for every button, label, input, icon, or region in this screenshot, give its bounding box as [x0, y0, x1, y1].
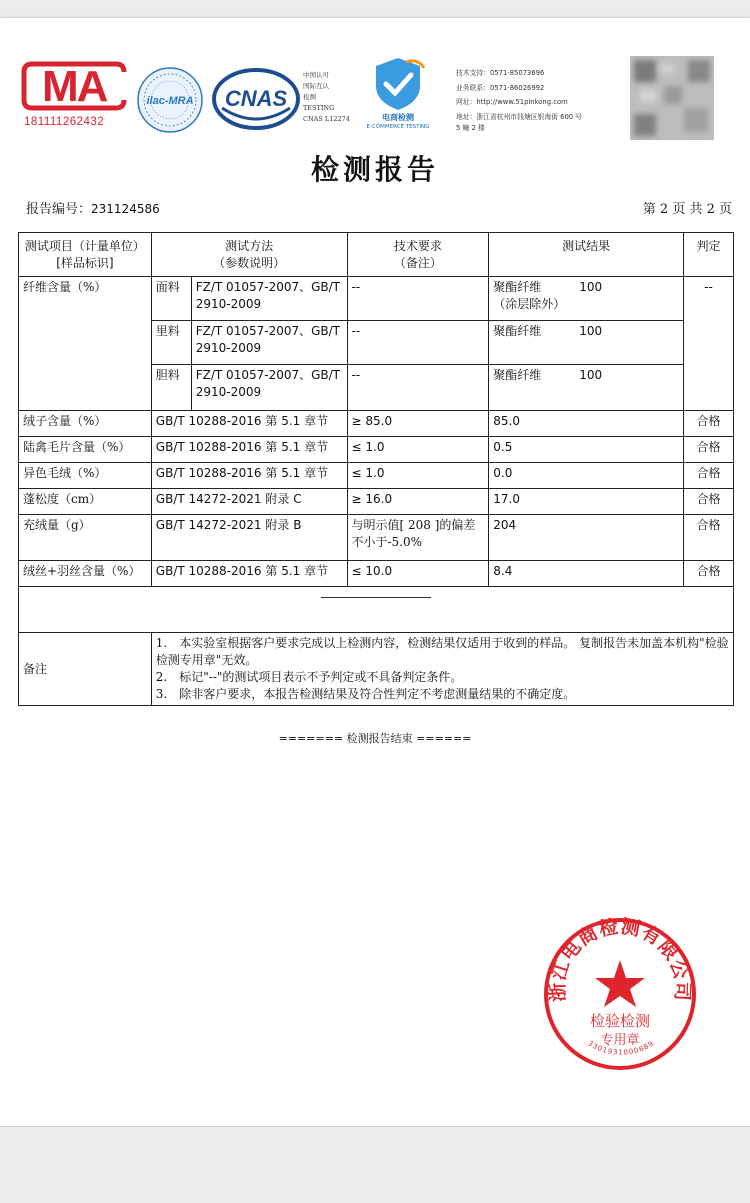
table-row: [19, 463, 734, 489]
row-judge: 合格: [684, 561, 734, 587]
row-result: 204: [489, 515, 684, 561]
row-req: ≤ 10.0: [347, 561, 489, 587]
fiber-value: 100: [579, 324, 603, 338]
row-method: GB/T 10288-2016 第 5.1 章节: [151, 437, 347, 463]
cnas-info-line: 中国认可: [303, 71, 329, 79]
ec-logo-cn: 电商检测: [382, 113, 414, 122]
fiber-value: 100: [579, 280, 603, 294]
row-method: GB/T 10288-2016 第 5.1 章节: [151, 561, 347, 587]
header-result-label: 测试结果: [562, 238, 611, 253]
cnas-info-line: 国际互认: [303, 82, 329, 90]
seal-line2: 专用章: [600, 1033, 640, 1048]
report-title: 检测报告: [310, 153, 439, 186]
table-row: [19, 411, 734, 437]
row-item: 蓬松度（cm）: [19, 489, 152, 515]
seal-line1: 检验检测: [589, 1012, 651, 1030]
fiber-note: （涂层除外）: [493, 297, 566, 311]
row-req: ≥ 16.0: [347, 489, 489, 515]
fiber-req: --: [347, 365, 489, 411]
ec-logo-en: E-COMMERCE TESTING: [366, 124, 430, 130]
report-number-label: 报告编号：: [26, 202, 92, 217]
row-result: 85.0: [489, 411, 684, 437]
row-item: 绒子含量（%）: [19, 411, 152, 437]
row-req: ≤ 1.0: [347, 463, 489, 489]
official-seal: [540, 914, 700, 1074]
row-item: 陆禽毛片含量（%）: [19, 437, 152, 463]
cnas-info-line: CNAS L12274: [303, 115, 350, 123]
row-method: GB/T 10288-2016 第 5.1 章节: [151, 463, 347, 489]
fiber-req: --: [347, 277, 489, 321]
row-item: 绒丝+羽丝含量（%）: [19, 561, 152, 587]
row-method: GB/T 14272-2021 附录 B: [151, 515, 347, 561]
contact-line: 业务联系：0571-86026992: [456, 83, 545, 92]
fiber-name: 聚酯纤维: [493, 324, 542, 338]
fiber-result: [489, 277, 684, 321]
row-judge: 合格: [684, 437, 734, 463]
fiber-part: 里料: [151, 321, 191, 365]
report-number-value: 231124586: [91, 202, 160, 216]
contact-line: 5 幢 2 楼: [456, 124, 485, 132]
row-item: 充绒量（g）: [19, 515, 152, 561]
row-method: GB/T 14272-2021 附录 C: [151, 489, 347, 515]
fiber-judge: --: [684, 277, 734, 411]
header-req: [347, 233, 489, 277]
row-judge: 合格: [684, 489, 734, 515]
row-req: ≤ 1.0: [347, 437, 489, 463]
remark-item: 2. 标记"--"的测试项目表示不予判定或不具备判定条件。: [155, 670, 463, 684]
contact-line: 技术支持：0571-85073696: [456, 69, 545, 77]
header-item-sub: [样品标识]: [56, 255, 114, 270]
top-bar: [0, 0, 750, 18]
table-row: [19, 437, 734, 463]
header-method-sub: （参数说明）: [213, 255, 286, 270]
report-number: [26, 198, 160, 217]
header-method: [151, 233, 347, 277]
row-result: 8.4: [489, 561, 684, 587]
table-row: [19, 277, 734, 321]
row-result: 0.0: [489, 463, 684, 489]
remarks-label: 备注: [19, 633, 152, 706]
blank-row-cell: [19, 587, 734, 633]
qr-code-blurred: [630, 56, 714, 140]
cnas-info-line: TESTING: [303, 104, 335, 112]
header-method-label: 测试方法: [225, 238, 274, 253]
blank-row: [19, 587, 734, 633]
fiber-method: FZ/T 01057-2007、GB/T 2910-2009: [191, 321, 347, 365]
fiber-result: [489, 365, 684, 411]
cnas-info-line: 检测: [303, 93, 316, 101]
ilac-text: ilac-MRA: [146, 95, 194, 107]
contact-line: 地址：浙江省杭州市钱塘区银海街 600 号: [456, 112, 583, 121]
header-req-sub: （备注）: [393, 255, 442, 270]
fiber-item: 纤维含量（%）: [19, 277, 152, 411]
header-req-label: 技术要求: [393, 238, 442, 253]
ecommerce-testing-logo: [358, 56, 438, 134]
table-row: [19, 515, 734, 561]
remark-item: 1. 本实验室根据客户要求完成以上检测内容，检测结果仅适用于收到的样品。 复制报告未加盖本机构"检验检测专用章"无效。: [155, 636, 729, 667]
cnas-text: CNAS: [224, 86, 288, 111]
cnas-info: [303, 70, 350, 125]
row-result: 0.5: [489, 437, 684, 463]
remarks-row: [19, 633, 734, 706]
row-req: 与明示值[ 208 ]的偏差不小于-5.0%: [347, 515, 489, 561]
page-info: 第 2 页 共 2 页: [642, 202, 732, 217]
contact-info: [456, 66, 582, 133]
fiber-name: 聚酯纤维: [493, 368, 542, 382]
row-result: 17.0: [489, 489, 684, 515]
fiber-part: 面料: [151, 277, 191, 321]
table-row: [19, 561, 734, 587]
header-result: [489, 233, 684, 277]
header-item-label: 测试项目（计量单位）: [24, 238, 145, 253]
remarks-content: [151, 633, 733, 706]
header-judge: [684, 233, 734, 277]
divider-line: [321, 597, 431, 598]
row-item: 异色毛绒（%）: [19, 463, 152, 489]
fiber-name: 聚酯纤维: [493, 280, 542, 294]
report-end-marker: ======= 检测报告结束 ======: [278, 732, 472, 745]
fiber-method: FZ/T 01057-2007、GB/T 2910-2009: [191, 365, 347, 411]
fiber-method: FZ/T 01057-2007、GB/T 2910-2009: [191, 277, 347, 321]
results-table: [18, 232, 734, 706]
cma-number: 181111262432: [24, 116, 105, 128]
fiber-req: --: [347, 321, 489, 365]
remark-item: 3. 除非客户要求，本报告检测结果及符合性判定不考虑测量结果的不确定度。: [155, 687, 576, 701]
ilac-mra-logo: [136, 66, 204, 134]
row-req: ≥ 85.0: [347, 411, 489, 437]
header-judge-label: 判定: [696, 238, 721, 253]
seal-company: 浙江电商检测有限公司: [546, 915, 694, 1003]
seal-code: 3301931000689: [586, 1039, 656, 1057]
contact-line: 网址：http://www.51pinkong.com: [456, 98, 568, 106]
fiber-result: [489, 321, 684, 365]
table-row: [19, 489, 734, 515]
cnas-logo: [212, 68, 300, 130]
bottom-band: [0, 1126, 750, 1203]
row-method: GB/T 10288-2016 第 5.1 章节: [151, 411, 347, 437]
row-judge: 合格: [684, 515, 734, 561]
row-judge: 合格: [684, 463, 734, 489]
cma-logo: [20, 50, 128, 132]
fiber-value: 100: [579, 368, 603, 382]
fiber-part: 胆料: [151, 365, 191, 411]
table-header-row: [19, 233, 734, 277]
row-judge: 合格: [684, 411, 734, 437]
cma-logo-text: MA: [42, 62, 107, 111]
header-item: [19, 233, 152, 277]
